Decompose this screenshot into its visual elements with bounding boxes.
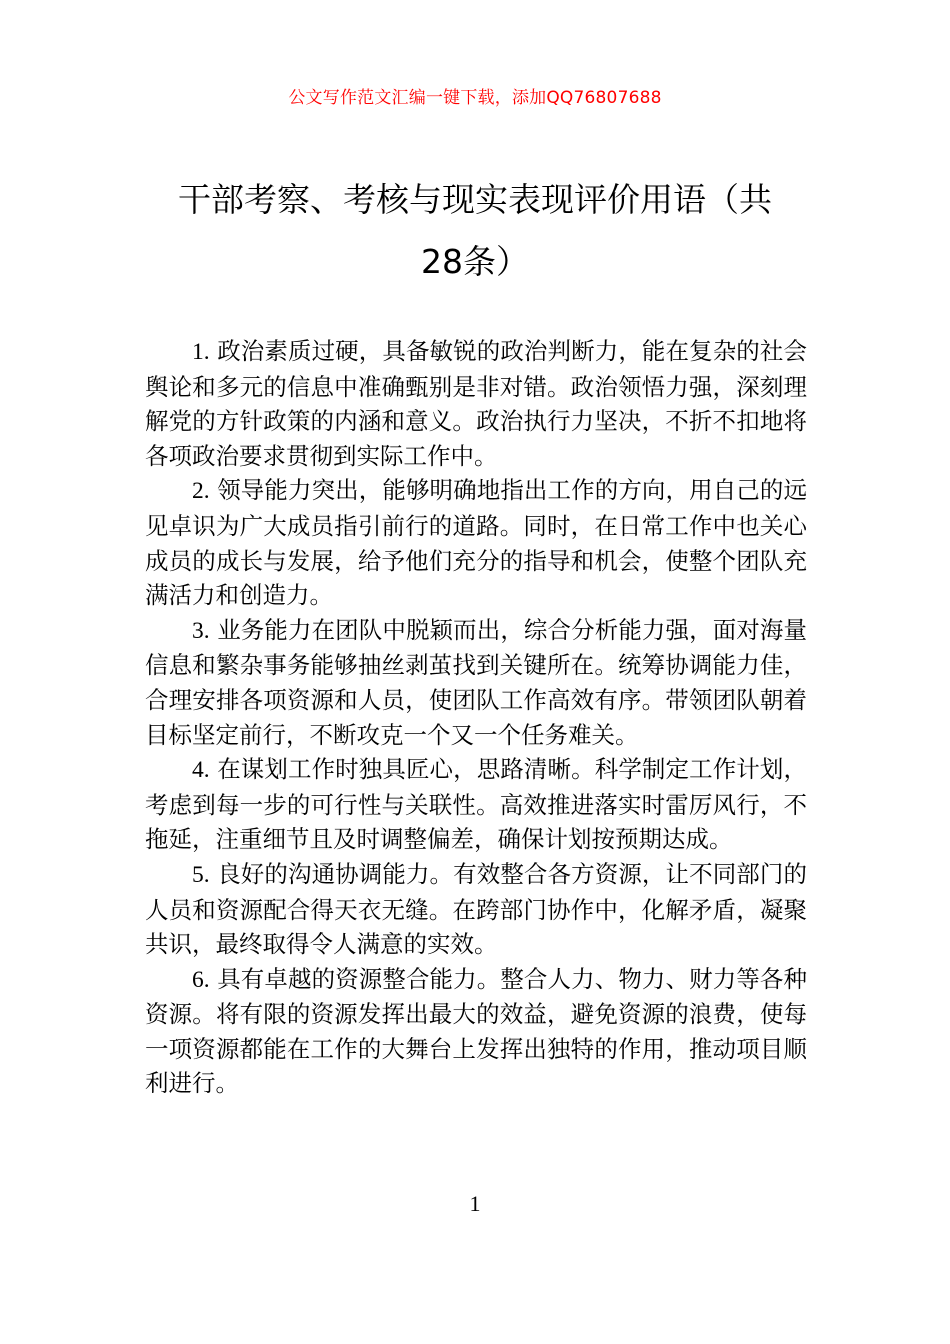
paragraph-6	[145, 962, 807, 1101]
paragraph-1	[145, 334, 807, 473]
paragraph-text: 领导能力突出，能够明确地指出工作的方向，用自己的远见卓识为广大成员指引前行的道路。同时，在日常工作中也关心成员的成长与发展，给予他们充分的指导和机会，使整个团队充满活力和创造力。	[145, 476, 807, 610]
paragraph-4	[145, 752, 807, 857]
document-body	[145, 334, 807, 1101]
paragraph-number: 3.	[192, 617, 210, 644]
paragraph-text: 在谋划工作时独具匠心，思路清晰。科学制定工作计划，考虑到每一步的可行性与关联性。高效推进落实时雷厉风行，不拖延，注重细节且及时调整偏差，确保计划按预期达成。	[145, 755, 807, 854]
paragraph-number: 4.	[192, 757, 210, 784]
paragraph-5	[145, 857, 807, 962]
paragraph-number: 1.	[192, 339, 210, 365]
paragraph-2	[145, 473, 807, 612]
paragraph-number: 2.	[192, 478, 210, 505]
title-line-2: 28条）	[421, 242, 529, 281]
document-title	[150, 170, 800, 292]
promo-header-note: 公文写作范文汇编一键下载，添加QQ76807688	[288, 88, 662, 108]
paragraph-number: 6.	[192, 966, 210, 993]
paragraph-text: 良好的沟通协调能力。有效整合各方资源，让不同部门的人员和资源配合得天衣无缝。在跨部门协作中，化解矛盾，凝聚共识，最终取得令人满意的实效。	[145, 859, 807, 959]
page-number: 1	[469, 1191, 481, 1216]
paragraph-text: 具有卓越的资源整合能力。整合人力、物力、财力等各种资源。将有限的资源发挥出最大的效益，避免资源的浪费，使每一项资源都能在工作的大舞台上发挥出独特的作用，推动项目顺利进行。	[145, 964, 807, 1098]
paragraph-text: 业务能力在团队中脱颖而出，综合分析能力强，面对海量信息和繁杂事务能够抽丝剥茧找到关键所在。统筹协调能力佳，合理安排各项资源和人员，使团队工作高效有序。带领团队朝着目标坚定前行，不断攻克一个又一个任务难关。	[145, 615, 807, 749]
paragraph-text: 政治素质过硬，具备敏锐的政治判断力，能在复杂的社会舆论和多元的信息中准确甄别是非对错。政治领悟力强，深刻理解党的方针政策的内涵和意义。政治执行力坚决，不折不扣地将各项政治要求贯彻到实际工作中。	[145, 337, 807, 470]
title-line-1: 干部考察、考核与现实表现评价用语（共	[178, 180, 772, 219]
paragraph-number: 5.	[192, 861, 210, 888]
paragraph-3	[145, 613, 807, 752]
